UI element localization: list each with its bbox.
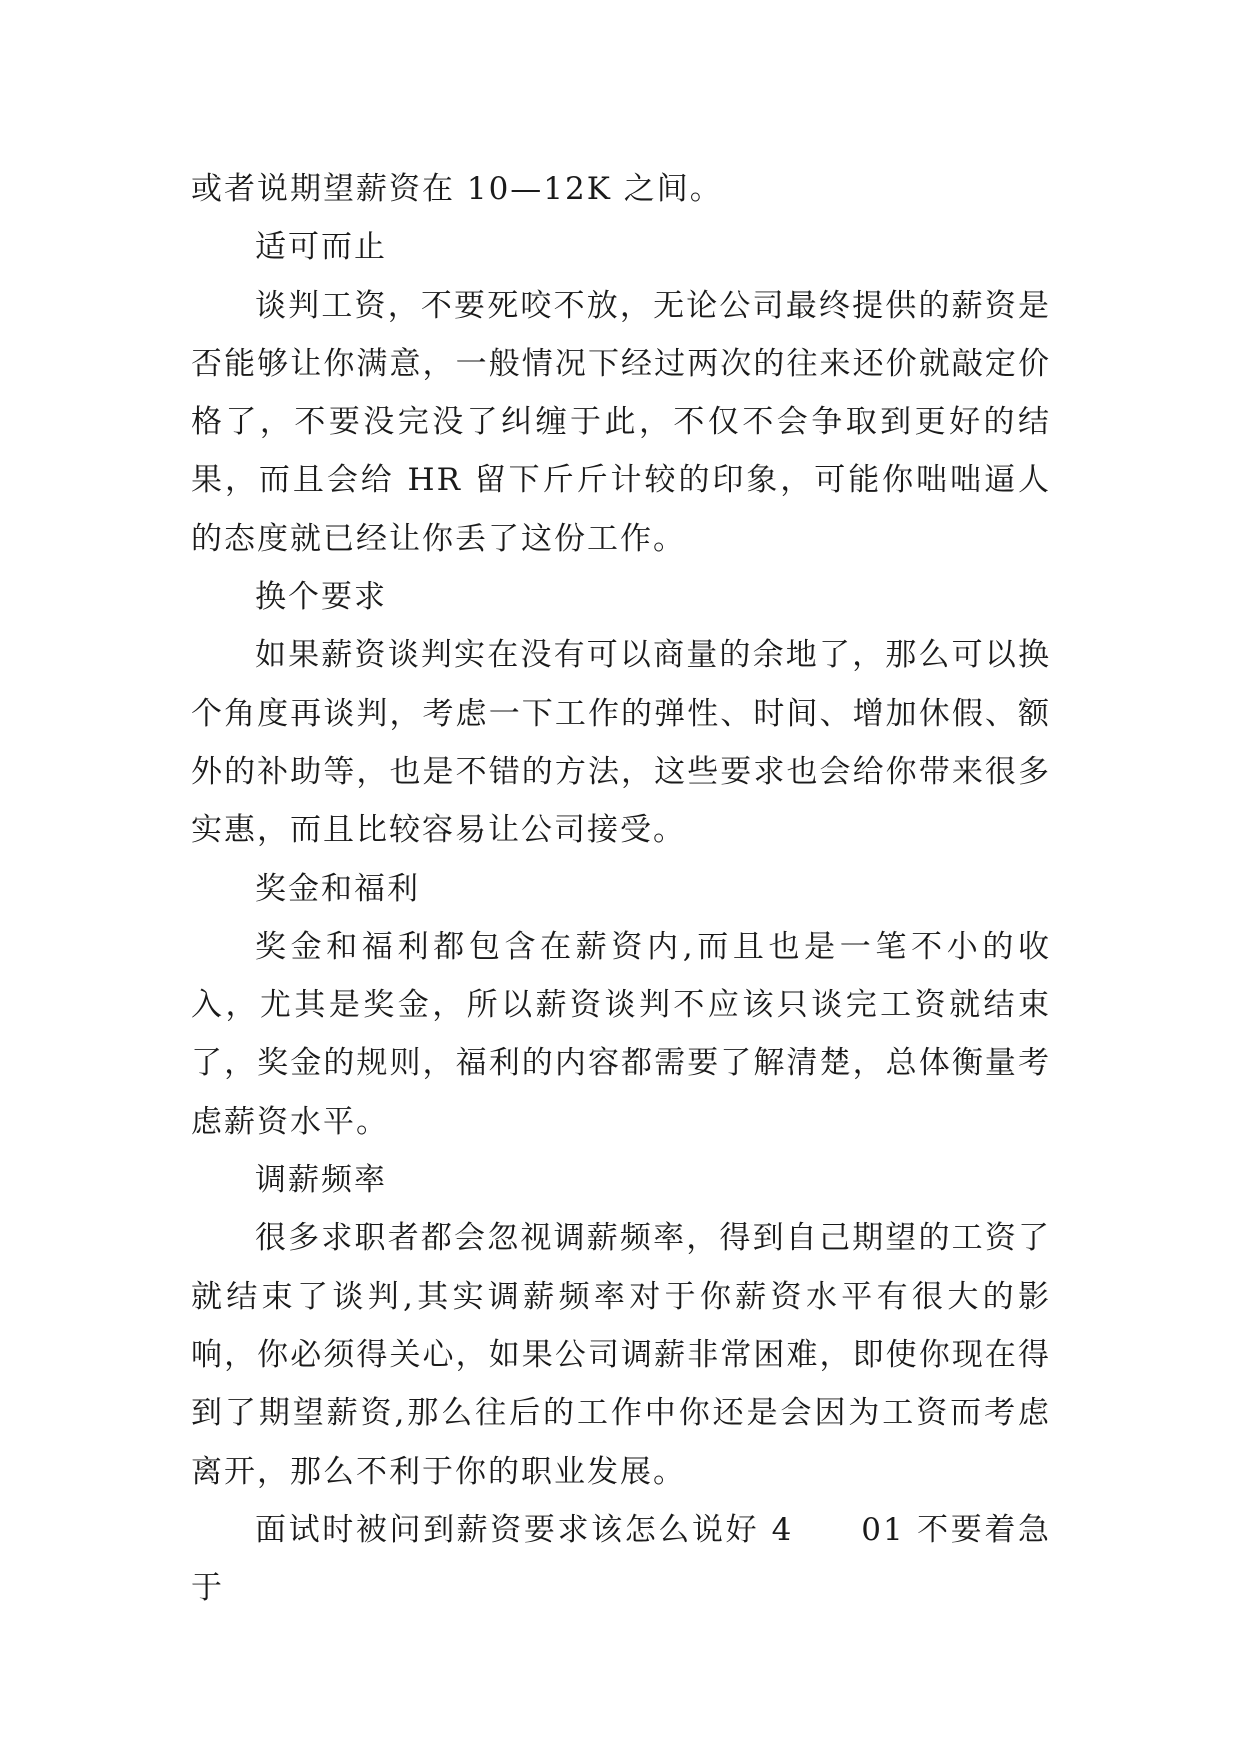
- paragraph-bonus-benefits: 奖金和福利都包含在薪资内,而且也是一笔不小的收入，尤其是奖金，所以薪资谈判不应该只谈完工资就结束了，奖金的规则，福利的内容都需要了解清楚，总体衡量考虑薪资水平。: [191, 928, 1051, 1140]
- section-heading-bonus-benefits: 奖金和福利: [255, 870, 420, 907]
- section-heading-change-request: 换个要求: [255, 579, 387, 616]
- paragraph-interview-salary: 面试时被问到薪资要求该怎么说好 4 01 不要着急于: [191, 1511, 1051, 1607]
- paragraph-change-request: 如果薪资谈判实在没有可以商量的余地了，那么可以换个角度再谈判，考虑一下工作的弹性、时间、增加休假、额外的补助等，也是不错的方法，这些要求也会给你带来很多实惠，而且比较容易让公司接受。: [191, 637, 1051, 849]
- document-body: [191, 160, 1051, 1617]
- paragraph-continuation: 或者说期望薪资在 10—12K 之间。: [191, 171, 723, 207]
- section-heading-stop-in-time: 适可而止: [255, 229, 387, 266]
- paragraph-raise-frequency: 很多求职者都会忽视调薪频率，得到自己期望的工资了就结束了谈判,其实调薪频率对于你薪资水平有很大的影响，你必须得关心，如果公司调薪非常困难，即使你现在得到了期望薪资,那么往后的工作中你还是会因为工资而考虑离开，那么不利于你的职业发展。: [191, 1220, 1051, 1490]
- paragraph-stop-in-time: 谈判工资，不要死咬不放，无论公司最终提供的薪资是否能够让你满意，一般情况下经过两次的往来还价就敲定价格了，不要没完没了纠缠于此，不仅不会争取到更好的结果，而且会给 HR 留下斤斤计较的印象，可能你咄咄逼人的态度就已经让你丢了这份工作。: [191, 287, 1051, 557]
- section-heading-raise-frequency: 调薪频率: [255, 1162, 387, 1199]
